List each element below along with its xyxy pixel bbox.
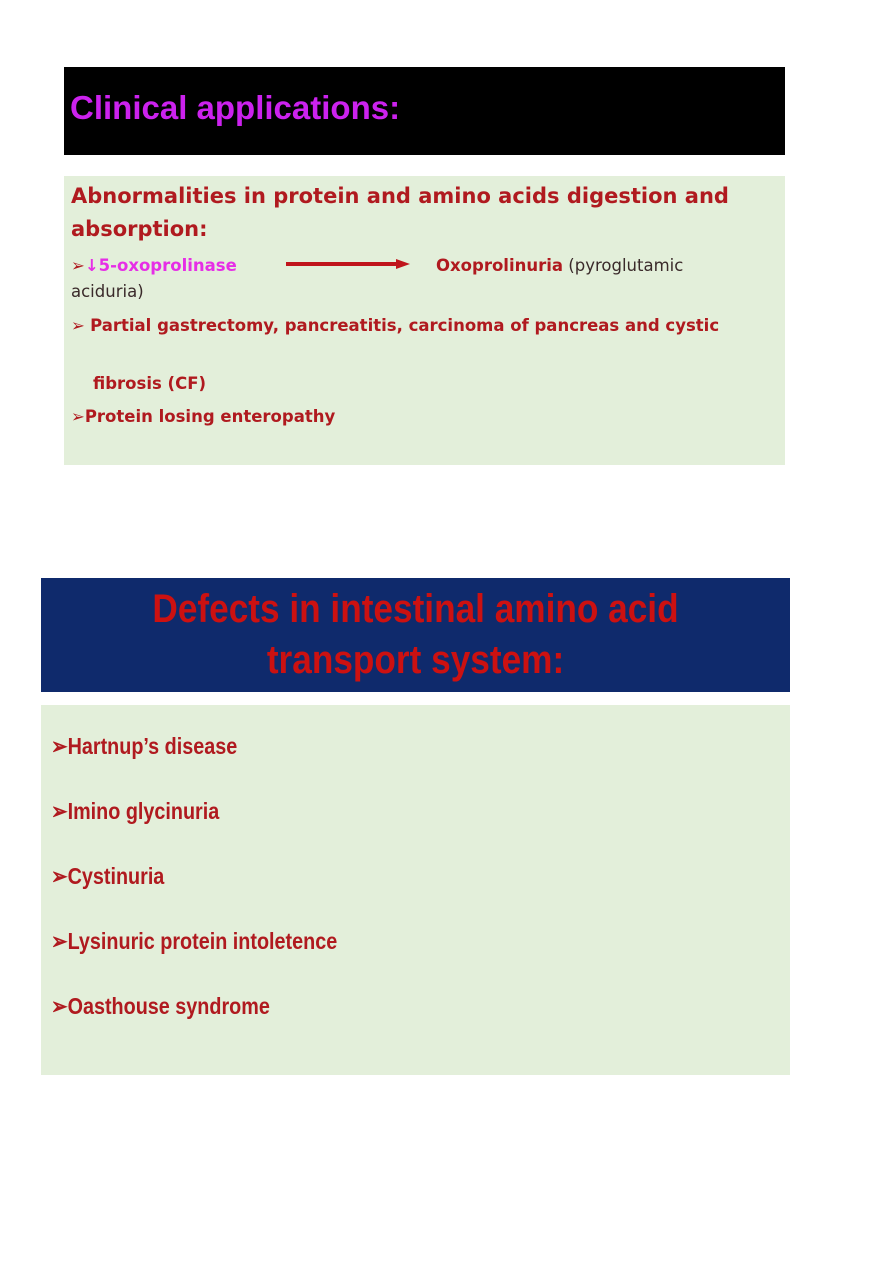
list-item: ➢Cystinuria <box>51 863 165 889</box>
transport-body <box>41 705 790 1075</box>
enteropathy-item: ➢Protein losing enteropathy <box>71 407 336 426</box>
right-arrow-icon <box>286 256 412 272</box>
transport-title: Defects in intestinal amino acid transport system: <box>152 587 679 682</box>
bullet-arrow-icon: ➢ <box>51 733 68 759</box>
bullet-arrow-icon: ➢ <box>71 256 85 275</box>
clinical-body <box>64 176 785 465</box>
oxoprolinuria-result: Oxoprolinuria (pyroglutamic <box>436 256 684 275</box>
bullet-arrow-icon: ➢ <box>51 863 68 889</box>
oxoprolinase-item <box>71 256 237 275</box>
clinical-header <box>64 67 785 155</box>
transport-header <box>41 578 790 692</box>
list-item: ➢Oasthouse syndrome <box>51 993 270 1019</box>
abnormalities-heading: Abnormalities in protein and amino acids digestion and absorption: <box>71 184 729 241</box>
clinical-title: Clinical applications: <box>70 89 401 126</box>
list-item: ➢Lysinuric protein intoletence <box>51 928 338 954</box>
bullet-arrow-icon: ➢ <box>51 798 68 824</box>
list-item: ➢Hartnup’s disease <box>51 733 238 759</box>
bullet-arrow-icon: ➢ <box>51 928 68 954</box>
bullet-arrow-icon: ➢ <box>71 407 85 426</box>
result-synonym: pyroglutamic <box>574 256 684 275</box>
enzyme-name: 5-oxoprolinase <box>98 256 237 275</box>
gastrectomy-item: ➢ Partial gastrectomy, pancreatitis, carcinoma of pancreas and cystic <box>71 316 720 335</box>
oxoprolinuria-result-cont: aciduria) <box>71 282 144 301</box>
list-item: ➢Imino glycinuria <box>51 798 220 824</box>
bullet-arrow-icon: ➢ <box>51 993 68 1019</box>
result-name: Oxoprolinuria <box>436 256 564 275</box>
gastrectomy-item-cont: fibrosis (CF) <box>93 374 207 393</box>
down-arrow-icon: ↓ <box>84 256 99 275</box>
bullet-arrow-icon: ➢ <box>71 316 85 335</box>
